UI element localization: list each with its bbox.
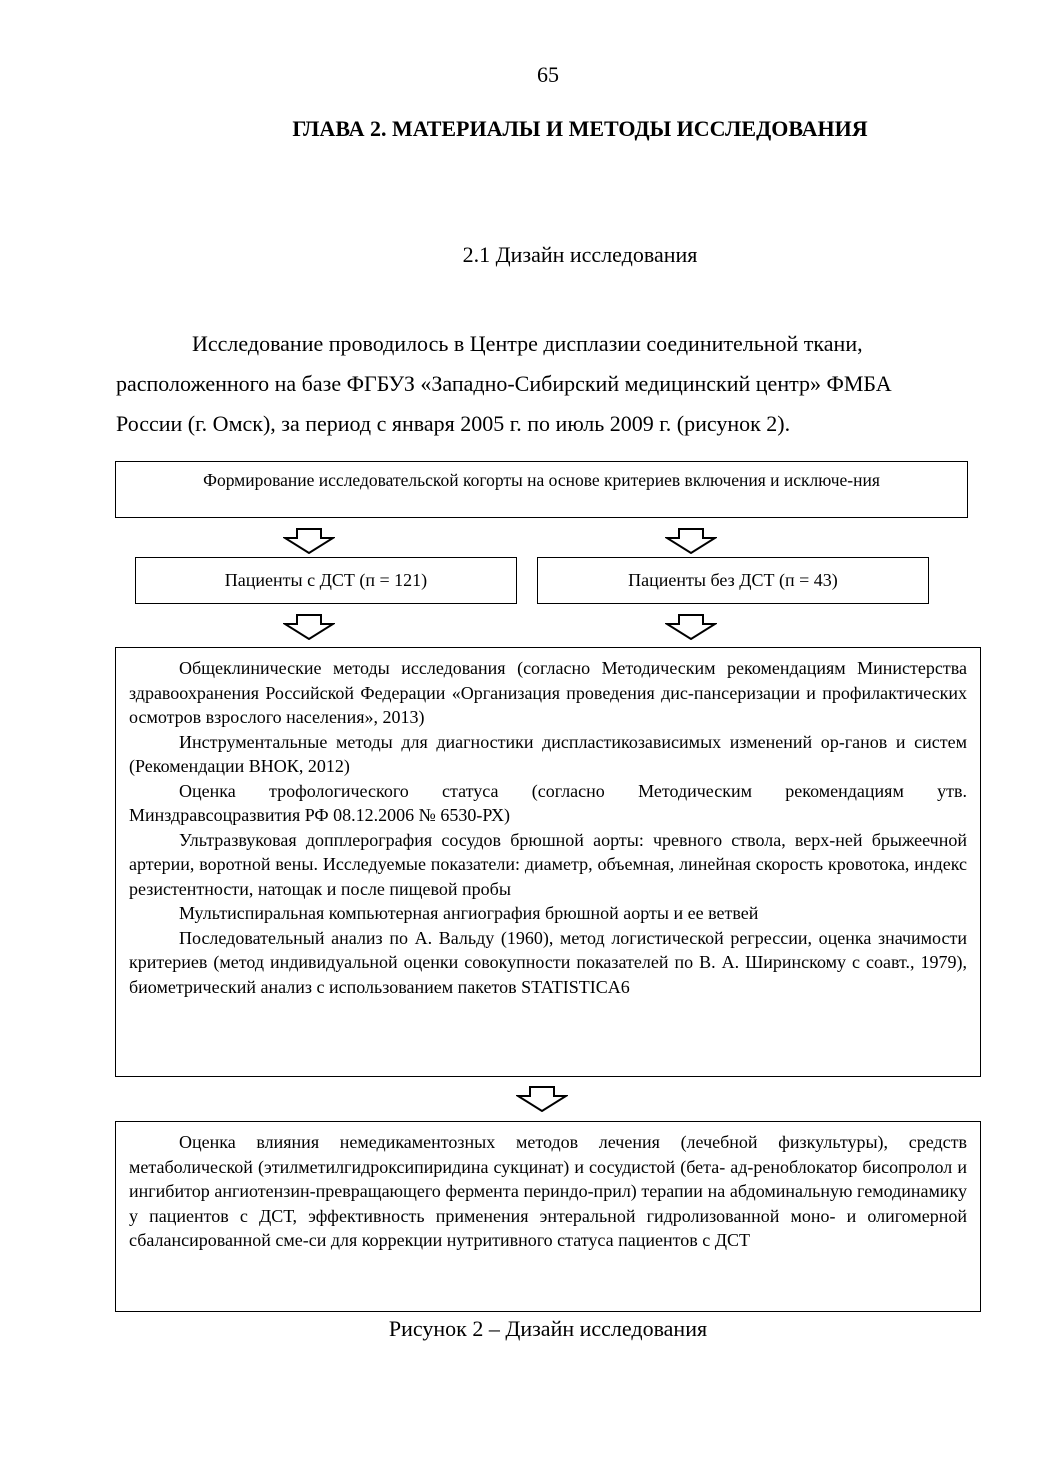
cohort-box: Формирование исследовательской когорты на основе критериев включения и исключе-ния bbox=[115, 461, 968, 518]
down-arrow-icon bbox=[665, 528, 717, 554]
figure-caption: Рисунок 2 – Дизайн исследования bbox=[388, 1316, 708, 1341]
down-arrow-icon bbox=[283, 614, 335, 640]
group-without-dst-box: Пациенты без ДСТ (п = 43) bbox=[537, 557, 929, 604]
page-number: 65 bbox=[537, 62, 559, 87]
method-item: Ультразвуковая допплерография сосудов брюшной аорты: чревного ствола, верх-ней брыжеечной артерии, воротной вены. Исследуемые показатели: диаметр, объемная, линейная скорость кровотока, индекс резистентности, натощак и после пищевой пробы bbox=[129, 829, 967, 899]
down-arrow-icon bbox=[516, 1086, 568, 1112]
evaluation-text: Оценка влияния немедикаментозных методов лечения (лечебной физкультуры), средств метаболической (этилметилгидроксипиридина сукцинат) и сосудистой (бета- ад-реноблокатор бисопролол и ингибитор ангиотензин-превращающего фермента периндо-прил) терапии на абдоминальную гемодинамику у пациентов с ДСТ, эффективность применения энтеральной гидролизованной моно- и олигомерной сбалансированной сме-си для коррекции нутритивного статуса пациентов с ДСТ bbox=[129, 1132, 967, 1250]
intro-paragraph bbox=[116, 324, 980, 444]
method-item: Последовательный анализ по А. Вальду (1960), метод логистической регрессии, оценка значимости критериев (метод индивидуальной оценки совокупности показателей по В. А. Ширинскому с соавт., 1979), биометрический анализ с использованием пакетов STATISTICA6 bbox=[129, 927, 967, 997]
evaluation-box bbox=[115, 1121, 981, 1312]
intro-line: расположенного на базе ФГБУЗ «Западно-Сибирский медицинский центр» ФМБА bbox=[116, 371, 892, 396]
intro-line: Исследование проводилось в Центре дисплазии соединительной ткани, bbox=[192, 331, 863, 356]
intro-line: России (г. Омск), за период с января 2005 г. по июль 2009 г. (рисунок 2). bbox=[116, 411, 791, 436]
section-title: 2.1 Дизайн исследования bbox=[462, 242, 698, 267]
method-item: Оценка трофологического статуса (согласно Методическим рекомендациям утв. Минздравсоцразвития РФ 08.12.2006 № 6530-РХ) bbox=[129, 780, 967, 825]
group-with-dst-box: Пациенты с ДСТ (п = 121) bbox=[135, 557, 517, 604]
method-item: Мультиспиральная компьютерная ангиография брюшной аорты и ее ветвей bbox=[179, 903, 759, 923]
down-arrow-icon bbox=[665, 614, 717, 640]
down-arrow-icon bbox=[283, 528, 335, 554]
method-item: Общеклинические методы исследования (согласно Методическим рекомендациям Министерства здравоохранения Российской Федерации «Организация проведения дис-пансеризации и профилактических осмотров взрослого населения», 2013) bbox=[129, 658, 967, 727]
method-item: Инструментальные методы для диагностики диспластикозависимых изменений ор-ганов и систем (Рекомендации ВНОК, 2012) bbox=[129, 731, 967, 776]
methods-box bbox=[115, 647, 981, 1077]
chapter-title: ГЛАВА 2. МАТЕРИАЛЫ И МЕТОДЫ ИССЛЕДОВАНИЯ bbox=[292, 116, 868, 141]
